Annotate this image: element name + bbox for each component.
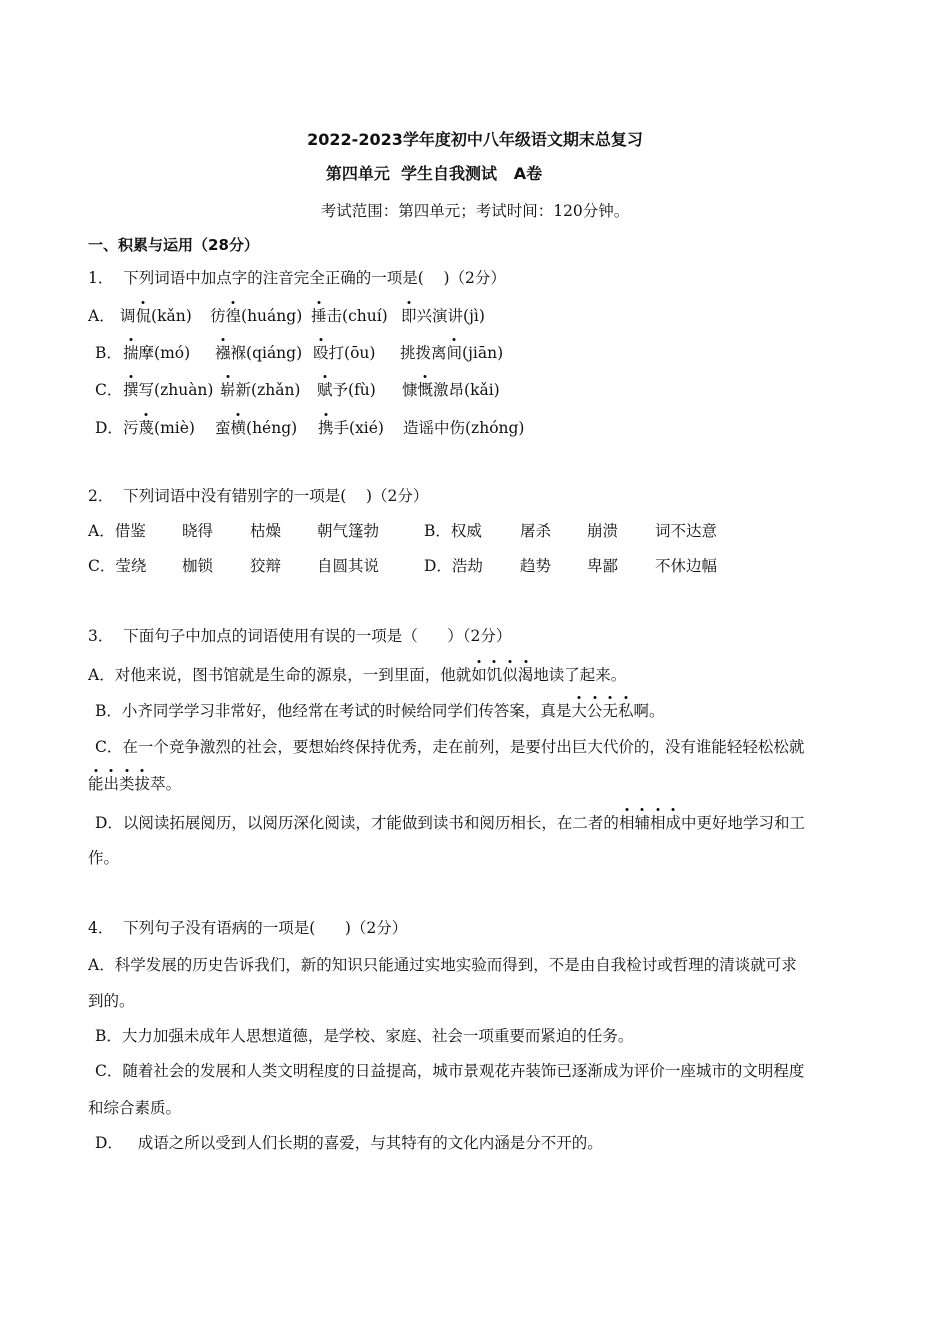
word-cell: 词不达意	[655, 522, 718, 540]
option-word: 调侃(kǎn)	[120, 307, 192, 325]
word-cell: 狡辩	[250, 557, 282, 575]
exam-info: 考试范围：第四单元；考试时间：120分钟。	[320, 202, 630, 220]
word-cell: 屠杀	[520, 522, 552, 540]
question-1-stem: 1． 下列词语中加点字的注音完全正确的一项是( )（2分）	[88, 269, 506, 287]
option-word: 挑拨离间(jiān)	[400, 344, 504, 362]
option-word: 慷慨激昂(kǎi)	[402, 381, 500, 399]
option-word: 携手(xié)	[318, 419, 384, 437]
option-word: 捶击(chuí)	[311, 307, 388, 325]
word-cell: 枷锁	[182, 557, 214, 575]
option-word: 蛮横(héng)	[215, 419, 298, 437]
word-cell: A．借鉴	[88, 522, 146, 540]
exam-page: 2022-2023学年度初中八年级语文期末总复习 第四单元 学生自我测试 A卷 考试范围：第四单元；考试时间：120分钟。 一、积累与运用（28分） 1． 下列词语中加点字的注音完全正确的一项是( )（2分） A． 调侃(kǎn) 彷徨(huáng) 捶击(chuí) 即兴演讲(jì) B． 揣摩(mó) 襁褓(qiáng) 殴打(ōu) 挑拨离间(jiān) C． 撰写(zhuàn) 崭新(zhǎn) 赋予(fù) 慷慨激昂(kǎi) D． 污蔑(miè) 蛮横(héng) 携手(xié) 造谣中伤(zhóng) 2． 下列词语中没有错别字的一项是( )（2分） A．借鉴 晓得 枯燥 朝气篷勃 B．权威 屠杀 崩溃 词不达意 C．莹绕 枷锁 狡辩 自圆其说 D．浩劫 趋势 卑鄙 不休边幅 3． 下面句子中加点的词语使用有误的一项是（ ）（2分） A．对他来说，图书馆就是生命的源泉，一到里面，他就如饥似渴地读了起来。 B．小齐同学学习非常好，他经常在考试的时候给同学们传答案，真是大公无私啊。 C．在一个竞争激烈的社会，要想始终保持优秀，走在前列，是要付出巨大代价的，没有谁能轻轻松松就 能出类拔萃。 D．以阅读拓展阅历，以阅历深化阅读，才能做到读书和阅历相长，在二者的相辅相成中更好地学习和工 作。 4． 下列句子没有语病的一项是( )（2分） A．科学发展的历史告诉我们，新的知识只能通过实地实验而得到，不是由自我检讨或哲理的清谈就可求 到的。 B．大力加强未成年人思想道德，是学校、家庭、社会一项重要而紧迫的任务。 C．随着社会的发展和人类文明程度的日益提高，城市景观花卉装饰已逐渐成为评价一座城市的文明程度 和综合素质。 D． 成语之所以受到人们长期的喜爱，与其特有的文化内涵是分不开的。	[0, 0, 950, 1344]
question-4-stem: 4． 下列句子没有语病的一项是( )（2分）	[88, 919, 408, 937]
word-cell: B．权威	[424, 522, 482, 540]
question-3-stem: 3． 下面句子中加点的词语使用有误的一项是（ ）（2分）	[88, 627, 512, 645]
word-cell: 晓得	[182, 522, 214, 540]
option-word: 造谣中伤(zhóng)	[403, 419, 525, 437]
word-cell: 趋势	[520, 557, 552, 575]
q3-option-b: B．小齐同学学习非常好，他经常在考试的时候给同学们传答案，真是大公无私啊。	[95, 702, 665, 720]
q4-option-d: D． 成语之所以受到人们长期的喜爱，与其特有的文化内涵是分不开的。	[95, 1134, 603, 1152]
option-word: 揣摩(mó)	[123, 344, 191, 362]
option-word: 赋予(fù)	[317, 381, 376, 399]
exam-subtitle: 第四单元 学生自我测试 A卷	[325, 164, 543, 183]
word-cell: C．莹绕	[88, 557, 147, 575]
option-word: 崭新(zhǎn)	[220, 381, 301, 399]
exam-title: 2022-2023学年度初中八年级语文期末总复习	[307, 130, 643, 149]
option-word: 彷徨(huáng)	[210, 307, 303, 325]
option-word: 撰写(zhuàn)	[123, 381, 214, 399]
option-word: 襁褓(qiáng)	[215, 344, 303, 362]
option-word: 殴打(ōu)	[313, 344, 376, 362]
word-cell: 不休边幅	[655, 557, 718, 575]
word-cell: 枯燥	[250, 522, 282, 540]
section-heading: 一、积累与运用（28分）	[88, 236, 259, 254]
question-2-stem: 2． 下列词语中没有错别字的一项是( )（2分）	[88, 487, 429, 505]
option-word: 污蔑(miè)	[123, 419, 195, 437]
q3-option-a: A．对他来说，图书馆就是生命的源泉，一到里面，他就如饥似渴地读了起来。	[88, 666, 627, 684]
word-cell: 崩溃	[587, 522, 619, 540]
word-cell: D．浩劫	[424, 557, 483, 575]
word-cell: 自圆其说	[317, 557, 380, 575]
q4-option-b: B．大力加强未成年人思想道德，是学校、家庭、社会一项重要而紧迫的任务。	[95, 1027, 634, 1045]
option-word: 即兴演讲(jì)	[401, 307, 485, 325]
word-cell: 朝气篷勃	[317, 522, 380, 540]
word-cell: 卑鄙	[587, 557, 619, 575]
